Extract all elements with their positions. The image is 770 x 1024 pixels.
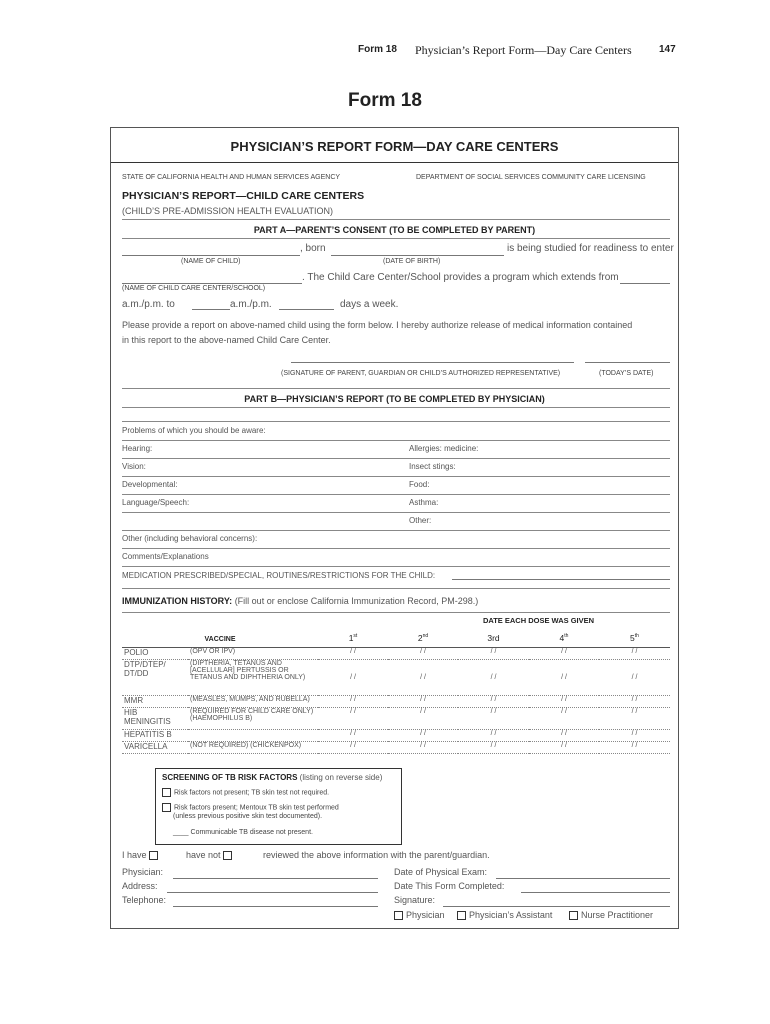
dose-header-2 bbox=[388, 633, 458, 648]
dose-date-field[interactable]: / / bbox=[529, 660, 599, 696]
role-assistant-option[interactable] bbox=[457, 910, 552, 920]
tb-option-2-note: (unless previous positive skin test documented). bbox=[173, 813, 323, 820]
developmental-label[interactable]: Developmental: bbox=[122, 480, 178, 489]
divider bbox=[122, 588, 670, 589]
dose-date-field[interactable]: / / bbox=[318, 708, 388, 730]
today-date-label: (TODAY’S DATE) bbox=[599, 370, 654, 377]
tb-option-2[interactable] bbox=[162, 803, 339, 812]
physician-label: Physician: bbox=[122, 867, 164, 877]
dose-header-3 bbox=[458, 633, 529, 648]
dose-date-field[interactable]: / / bbox=[388, 660, 458, 696]
medication-field[interactable] bbox=[452, 579, 670, 580]
tb-option-3[interactable]: ____ Communicable TB disease not present. bbox=[173, 829, 313, 836]
problems-label: Problems of which you should be aware: bbox=[122, 426, 266, 435]
dose-date-field[interactable]: / / bbox=[529, 696, 599, 708]
consent-line-1: Please provide a report on above-named child using the form below. I hereby authorize release of medical information contained bbox=[122, 320, 633, 330]
dose-date-field[interactable]: / / bbox=[458, 742, 529, 754]
center-name-label: (NAME OF CHILD CARE CENTER/SCHOOL) bbox=[122, 285, 266, 292]
dose-date-field[interactable]: / / bbox=[529, 648, 599, 660]
divider bbox=[122, 440, 670, 441]
dose-date-field[interactable]: / / bbox=[599, 730, 670, 742]
divider bbox=[122, 219, 670, 220]
ampm-to-text: a.m./p.m. to bbox=[122, 299, 175, 310]
checkbox-icon[interactable] bbox=[223, 851, 232, 860]
vaccine-desc: (DIPTHERIA, TETANUS AND [ACELLULAR] PERTUSSIS OR TETANUS AND DIPHTHERIA ONLY) bbox=[188, 660, 318, 696]
reviewed-text: reviewed the above information with the parent/guardian. bbox=[263, 850, 490, 860]
dose-date-field[interactable]: / / bbox=[388, 730, 458, 742]
date-exam-field[interactable] bbox=[496, 878, 670, 879]
dose-date-field[interactable]: / / bbox=[529, 708, 599, 730]
form-box bbox=[110, 127, 679, 929]
tb-title bbox=[162, 773, 382, 782]
signature-label-footer: Signature: bbox=[394, 895, 436, 905]
immunization-heading-bold: IMMUNIZATION HISTORY: bbox=[122, 596, 233, 606]
dose-date-field[interactable]: / / bbox=[318, 730, 388, 742]
have-not-text: have not bbox=[186, 850, 221, 860]
telephone-field[interactable] bbox=[173, 906, 378, 907]
dose-number: 5 bbox=[630, 633, 635, 643]
physician-field[interactable] bbox=[173, 878, 378, 879]
other-label[interactable]: Other: bbox=[409, 516, 432, 525]
hearing-label[interactable]: Hearing: bbox=[122, 444, 153, 453]
dose-date-field[interactable]: / / bbox=[599, 708, 670, 730]
role-physician-text: Physician bbox=[406, 910, 445, 920]
studied-text: is being studied for readiness to enter bbox=[507, 243, 674, 254]
medication-label: MEDICATION PRESCRIBED/SPECIAL, ROUTINES/RESTRICTIONS FOR THE CHILD: bbox=[122, 571, 436, 580]
header-title: Physician’s Report Form—Day Care Centers bbox=[415, 43, 632, 57]
dose-number: 1 bbox=[348, 633, 354, 643]
divider bbox=[122, 530, 670, 531]
immunization-heading-rest: (Fill out or enclose California Immunization Record, PM-298.) bbox=[234, 596, 479, 606]
language-label[interactable]: Language/Speech: bbox=[122, 498, 190, 507]
vaccine-row-dtp bbox=[122, 660, 670, 696]
dob-label: (DATE OF BIRTH) bbox=[383, 258, 441, 265]
days-field[interactable] bbox=[279, 309, 334, 310]
food-label[interactable]: Food: bbox=[409, 480, 430, 489]
dose-date-field[interactable]: / / bbox=[458, 696, 529, 708]
tb-option-1-text: Risk factors not present; TB skin test not required. bbox=[174, 789, 330, 797]
title-divider bbox=[111, 162, 678, 163]
role-np-text: Nurse Practitioner bbox=[581, 910, 654, 920]
dose-date-field[interactable]: / / bbox=[529, 742, 599, 754]
dose-date-field[interactable]: / / bbox=[458, 730, 529, 742]
dose-date-field[interactable]: / / bbox=[318, 696, 388, 708]
form-number: Form 18 bbox=[348, 90, 422, 111]
dose-date-field[interactable]: / / bbox=[388, 696, 458, 708]
physician-signature-field[interactable] bbox=[443, 906, 670, 907]
dose-date-field[interactable]: / / bbox=[599, 648, 670, 660]
divider bbox=[122, 421, 670, 422]
tb-option-1[interactable] bbox=[162, 788, 329, 797]
divider bbox=[122, 407, 670, 408]
checkbox-icon[interactable] bbox=[569, 911, 578, 920]
dose-header-4 bbox=[529, 633, 599, 648]
checkbox-icon[interactable] bbox=[149, 851, 158, 860]
program-start-field[interactable] bbox=[620, 283, 670, 284]
dose-suffix: nd bbox=[422, 633, 429, 640]
vaccine-column-header: VACCINE bbox=[122, 633, 318, 648]
page-number: 147 bbox=[659, 44, 676, 55]
role-assistant-text: Physician’s Assistant bbox=[469, 910, 553, 920]
dose-date-field[interactable]: / / bbox=[388, 648, 458, 660]
other-behavioral-label[interactable]: Other (including behavioral concerns): bbox=[122, 534, 258, 543]
dose-date-field[interactable]: / / bbox=[318, 742, 388, 754]
born-text: , born bbox=[300, 243, 326, 254]
role-physician-option[interactable] bbox=[394, 910, 445, 920]
vaccine-row-varicella bbox=[122, 742, 670, 754]
divider bbox=[122, 566, 670, 567]
provides-text: . The Child Care Center/School provides a program which extends from bbox=[302, 272, 619, 283]
dose-date-field[interactable]: / / bbox=[599, 696, 670, 708]
tb-title-bold: SCREENING OF TB RISK FACTORS bbox=[162, 773, 298, 782]
header-form-label: Form 18 bbox=[358, 44, 397, 55]
telephone-label: Telephone: bbox=[122, 895, 167, 905]
child-name-field[interactable] bbox=[122, 255, 300, 256]
immunization-heading bbox=[122, 596, 478, 606]
dose-date-field[interactable]: / / bbox=[388, 708, 458, 730]
tb-title-rest: (listing on reverse side) bbox=[299, 773, 383, 782]
date-completed-field[interactable] bbox=[521, 892, 670, 893]
program-end-field[interactable] bbox=[192, 309, 230, 310]
checkbox-icon[interactable] bbox=[457, 911, 466, 920]
dose-number: 3rd bbox=[487, 633, 500, 643]
signature-label: (SIGNATURE OF PARENT, GUARDIAN OR CHILD’S AUTHORIZED REPRESENTATIVE) bbox=[281, 370, 561, 377]
dose-date-field[interactable]: / / bbox=[458, 660, 529, 696]
dose-suffix: th bbox=[634, 633, 639, 640]
dose-date-field[interactable]: / / bbox=[388, 742, 458, 754]
checkbox-icon[interactable] bbox=[162, 803, 171, 812]
report-subtitle: (CHILD’S PRE-ADMISSION HEALTH EVALUATION) bbox=[122, 206, 334, 216]
insect-label[interactable]: Insect stings: bbox=[409, 462, 456, 471]
vaccine-name: VARICELLA bbox=[122, 742, 188, 754]
vaccine-row-polio bbox=[122, 648, 670, 660]
dose-suffix: th bbox=[564, 633, 569, 640]
role-np-option[interactable] bbox=[569, 910, 653, 920]
tb-option-2-text: Risk factors present; Mentoux TB skin test performed bbox=[174, 804, 339, 812]
divider bbox=[122, 238, 670, 239]
dates-heading: DATE EACH DOSE WAS GIVEN bbox=[482, 616, 595, 625]
immunization-table bbox=[122, 633, 670, 754]
ampm-text: a.m./p.m. bbox=[230, 299, 272, 310]
date-completed-label: Date This Form Completed: bbox=[394, 881, 505, 891]
address-field[interactable] bbox=[167, 892, 378, 893]
vision-label[interactable]: Vision: bbox=[122, 462, 146, 471]
checkbox-icon[interactable] bbox=[162, 788, 171, 797]
address-label: Address: bbox=[122, 881, 158, 891]
dose-suffix: st bbox=[353, 633, 358, 640]
agency-right: DEPARTMENT OF SOCIAL SERVICES COMMUNITY CARE LICENSING bbox=[416, 174, 646, 181]
part-a-heading: PART A—PARENT’S CONSENT (TO BE COMPLETED BY PARENT) bbox=[253, 225, 536, 235]
dose-header-1 bbox=[318, 633, 388, 648]
dose-date-field[interactable]: / / bbox=[318, 660, 388, 696]
vaccine-name: MMR bbox=[122, 696, 188, 708]
form-title: PHYSICIAN’S REPORT FORM—DAY CARE CENTERS bbox=[230, 139, 559, 154]
dose-date-field[interactable]: / / bbox=[599, 742, 670, 754]
vaccine-name: POLIO bbox=[122, 648, 188, 660]
i-have-text: I have bbox=[122, 850, 147, 860]
have-not-option[interactable] bbox=[186, 850, 235, 860]
allergies-label[interactable]: Allergies: medicine: bbox=[409, 444, 479, 453]
i-have-option[interactable] bbox=[122, 850, 161, 860]
dose-header-5 bbox=[599, 633, 670, 648]
comments-label[interactable]: Comments/Explanations bbox=[122, 552, 209, 561]
vaccine-desc: (REQUIRED FOR CHILD CARE ONLY) (HAEMOPHILUS B) bbox=[188, 708, 318, 730]
vaccine-desc: (MEASLES, MUMPS, AND RUBELLA) bbox=[188, 696, 318, 708]
divider bbox=[122, 512, 670, 513]
divider bbox=[122, 476, 670, 477]
center-name-field[interactable] bbox=[122, 283, 302, 284]
date-exam-label: Date of Physical Exam: bbox=[394, 867, 488, 877]
asthma-label[interactable]: Asthma: bbox=[409, 498, 439, 507]
vaccine-row-hib bbox=[122, 708, 670, 730]
dose-date-field[interactable]: / / bbox=[458, 648, 529, 660]
dose-date-field[interactable]: / / bbox=[458, 708, 529, 730]
dob-field[interactable] bbox=[331, 255, 504, 256]
dose-number: 2 bbox=[417, 633, 423, 643]
divider bbox=[122, 548, 670, 549]
divider bbox=[122, 494, 670, 495]
part-b-heading: PART B—PHYSICIAN’S REPORT (TO BE COMPLETED BY PHYSICIAN) bbox=[244, 394, 545, 404]
vaccine-desc: (NOT REQUIRED) (CHICKENPOX) bbox=[188, 742, 318, 754]
vaccine-row-hepatitis bbox=[122, 730, 670, 742]
dose-date-field[interactable]: / / bbox=[318, 648, 388, 660]
parent-signature-field[interactable] bbox=[291, 362, 574, 363]
checkbox-icon[interactable] bbox=[394, 911, 403, 920]
name-of-child-label: (NAME OF CHILD) bbox=[181, 258, 241, 265]
immunization-header-row bbox=[122, 633, 670, 648]
tb-screening-box bbox=[155, 768, 402, 845]
vaccine-name: HIB MENINGITIS bbox=[122, 708, 188, 730]
vaccine-row-mmr bbox=[122, 696, 670, 708]
divider bbox=[122, 612, 670, 613]
divider bbox=[122, 388, 670, 389]
dose-number: 4 bbox=[559, 633, 565, 643]
dose-date-field[interactable]: / / bbox=[599, 660, 670, 696]
dose-date-field[interactable]: / / bbox=[529, 730, 599, 742]
running-header bbox=[0, 44, 770, 60]
consent-line-2: in this report to the above-named Child Care Center. bbox=[122, 335, 331, 345]
vaccine-name: HEPATITIS B bbox=[122, 730, 318, 742]
today-date-field[interactable] bbox=[585, 362, 670, 363]
days-text: days a week. bbox=[340, 299, 399, 310]
agency-left: STATE OF CALIFORNIA HEALTH AND HUMAN SERVICES AGENCY bbox=[122, 174, 341, 181]
report-title: PHYSICIAN’S REPORT—CHILD CARE CENTERS bbox=[122, 190, 365, 202]
vaccine-desc: (OPV OR IPV) bbox=[188, 648, 318, 660]
vaccine-name: DTP/DTEP/ DT/DD bbox=[122, 660, 188, 696]
divider bbox=[122, 458, 670, 459]
